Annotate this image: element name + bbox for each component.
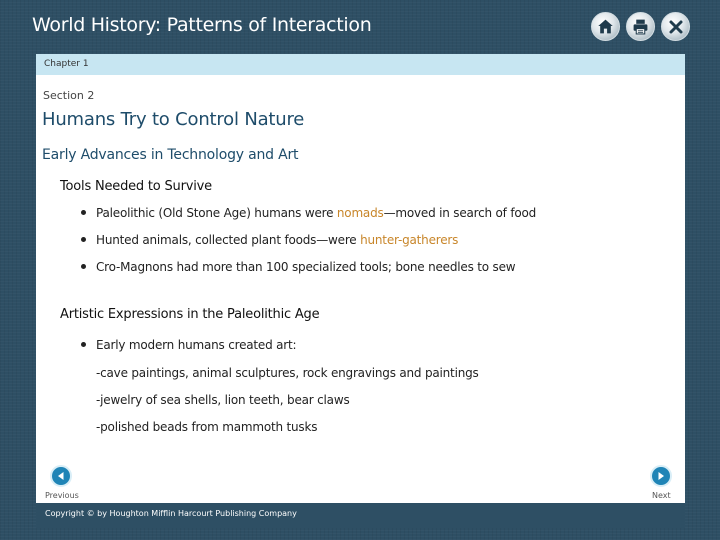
bullet-dot bbox=[81, 342, 86, 347]
next-label[interactable]: Next bbox=[652, 491, 671, 500]
page-subtitle: Early Advances in Technology and Art bbox=[42, 147, 299, 163]
bullet-text: Early modern humans created art: bbox=[96, 338, 297, 352]
close-button[interactable] bbox=[661, 12, 690, 41]
close-icon bbox=[668, 19, 684, 35]
slide-content bbox=[36, 75, 685, 503]
arrow-left-icon bbox=[56, 471, 66, 481]
sub-list-item: -jewelry of sea shells, lion teeth, bear claws bbox=[96, 393, 350, 407]
next-button[interactable] bbox=[650, 465, 672, 487]
arrow-right-icon bbox=[656, 471, 666, 481]
list-item bbox=[81, 233, 458, 247]
top-toolbar bbox=[591, 12, 690, 41]
sub-list-item: -cave paintings, animal sculptures, rock engravings and paintings bbox=[96, 366, 479, 380]
bullet-dot bbox=[81, 237, 86, 242]
bullet-text: —moved in search of food bbox=[383, 206, 537, 220]
bullet-dot bbox=[81, 210, 86, 215]
previous-label[interactable]: Previous bbox=[45, 491, 79, 500]
print-button[interactable] bbox=[626, 12, 655, 41]
list-item bbox=[81, 260, 515, 274]
section-label: Section 2 bbox=[43, 89, 95, 102]
app-title: World History: Patterns of Interaction bbox=[32, 14, 372, 36]
art-heading: Artistic Expressions in the Paleolithic Age bbox=[60, 307, 320, 322]
page-title: Humans Try to Control Nature bbox=[42, 109, 305, 130]
list-item bbox=[81, 338, 296, 352]
home-icon bbox=[597, 18, 614, 35]
home-button[interactable] bbox=[591, 12, 620, 41]
bullet-dot bbox=[81, 264, 86, 269]
bullet-text: Paleolithic (Old Stone Age) humans were bbox=[96, 206, 337, 220]
tools-heading: Tools Needed to Survive bbox=[60, 179, 212, 194]
highlight-term-hunter-gatherers: hunter-gatherers bbox=[360, 233, 459, 247]
print-icon bbox=[632, 18, 649, 35]
bullet-text: Cro-Magnons had more than 100 specialized tools; bone needles to sew bbox=[96, 260, 516, 274]
chapter-bar: Chapter 1 bbox=[36, 54, 685, 75]
highlight-term-nomads: nomads bbox=[336, 206, 384, 220]
list-item bbox=[81, 206, 536, 220]
previous-button[interactable] bbox=[50, 465, 72, 487]
copyright-footer: Copyright © by Houghton Mifflin Harcourt Publishing Company bbox=[36, 503, 685, 528]
bullet-text: Hunted animals, collected plant foods—were bbox=[96, 233, 361, 247]
sub-list-item: -polished beads from mammoth tusks bbox=[96, 420, 318, 434]
